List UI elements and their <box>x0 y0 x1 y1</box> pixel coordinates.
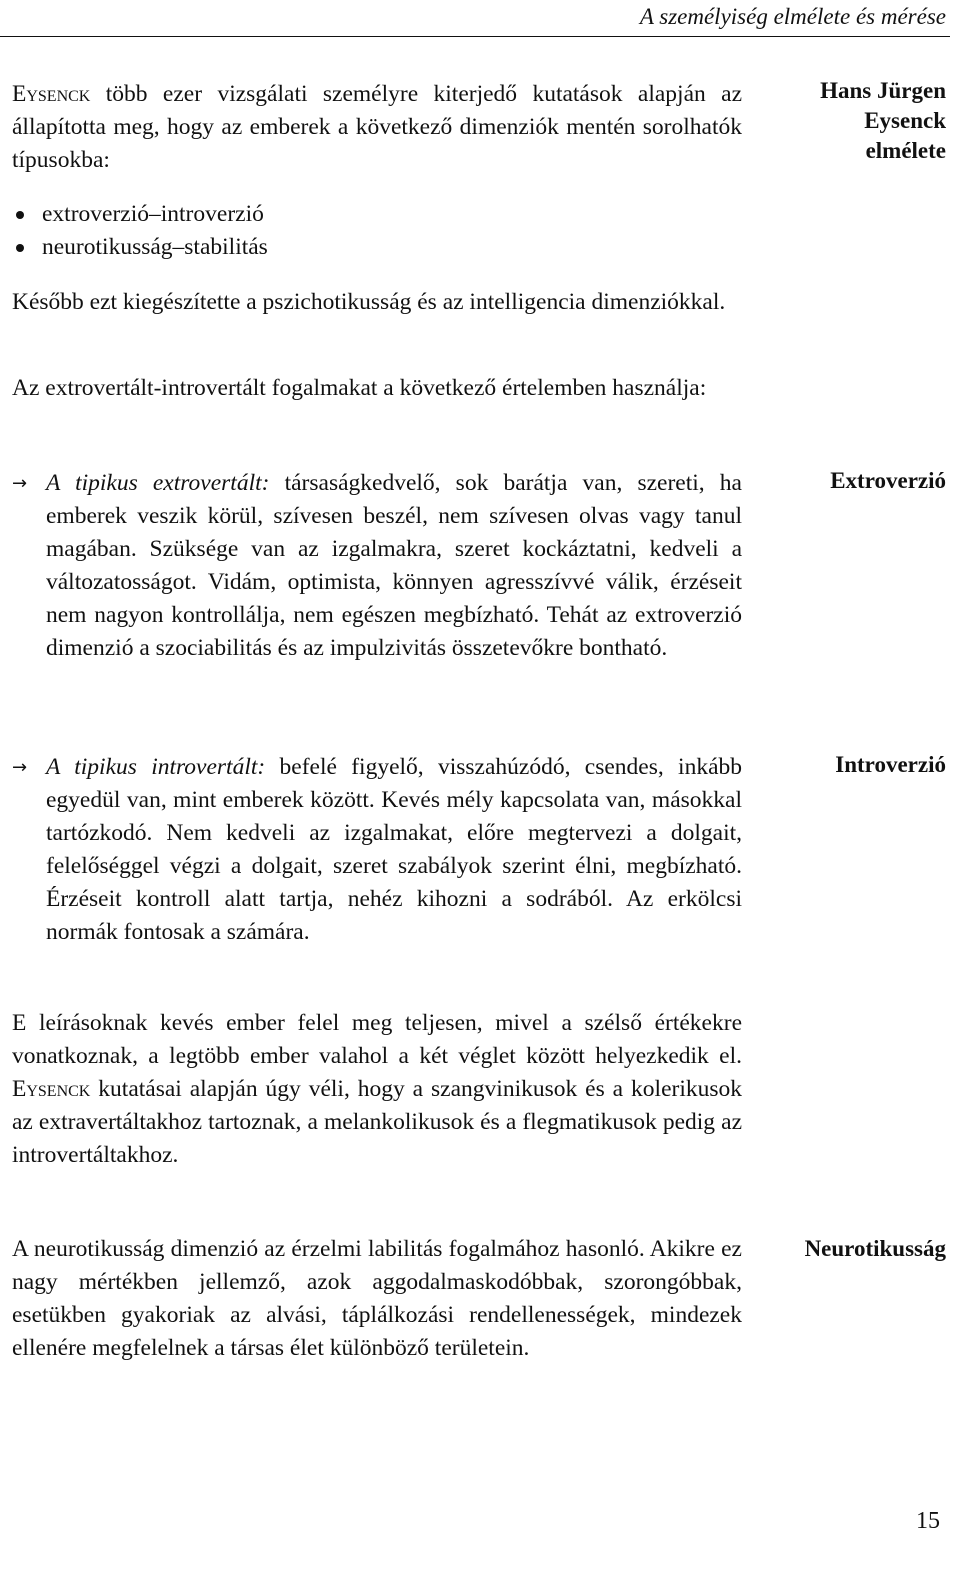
list-item <box>12 198 742 231</box>
descriptions-text-before: E leírásoknak kevés ember felel meg teljesen, mivel a szélső értékekre vonatkoznak, a legtöbb ember valahol a két véglet között helyezkedik el. <box>12 1010 742 1069</box>
margin-note-line: Hans Jürgen <box>820 78 946 103</box>
dimension-list <box>12 198 742 264</box>
margin-note-introverzio: Introverzió <box>835 752 946 777</box>
author-name: Eysenck <box>12 81 91 107</box>
margin-note-line: elmélete <box>865 138 946 163</box>
introvert-text: befelé figyelő, visszahúzódó, csendes, inkább egyedül van, mint emberek között. Kevés mély kapcsolata van, másokkal tartózkodó. Nem kedveli az izgalmakat, előre megtervezi a dolgait, felelőséggel végzi a dolgait, szeret szabályok szerint élni, megbízható. Érzéseit kontroll alatt tartja, nehéz kihozni a sodrából. Az erkölcsi normák fontosak a számára. <box>46 754 742 945</box>
list-item-label: extroverzió–introverzió <box>42 201 264 227</box>
descriptions-paragraph <box>12 1007 742 1172</box>
arrow-right-icon: → <box>12 757 28 778</box>
page-header <box>0 0 950 37</box>
margin-note-line: Eysenck <box>864 108 946 133</box>
neuroticism-paragraph <box>12 1233 742 1365</box>
page-number: 15 <box>916 1508 940 1534</box>
author-name: Eysenck <box>12 1076 91 1102</box>
later-text: Később ezt kiegészítette a pszichotikusság és az intelligencia dimenziókkal. <box>12 289 726 315</box>
usage-text: Az extrovertált-introvertált fogalmakat a következő értelemben használja: <box>12 375 707 401</box>
extrovert-description <box>12 467 742 665</box>
running-title: A személyiség elmélete és mérése <box>639 4 946 29</box>
usage-paragraph <box>12 372 742 405</box>
extrovert-term: A tipikus extrovertált: <box>46 470 270 496</box>
arrow-right-icon: → <box>12 473 28 494</box>
margin-note-eysenck <box>756 76 946 166</box>
list-item-label: neurotikusság–stabilitás <box>42 234 268 260</box>
introvert-term: A tipikus introvertált: <box>46 754 266 780</box>
margin-note-neurotikussag: Neurotikusság <box>804 1236 946 1261</box>
extrovert-text: társaságkedvelő, sok barátja van, szereti, ha emberek veszik körül, szívesen beszél, nem szívesen olvas vagy tanul magában. Szüksége van az izgalmakra, szeret kockáztatni, kedveli a változatosságot. Vidám, optimista, könnyen agresszívvé válik, érzéseit nem nagyon kontrollálja, nem egészen megbízható. Tehát az extroverzió dimenzió a szociabilitás és az impulzivitás összetevőkre bontható. <box>46 470 742 661</box>
later-paragraph <box>12 286 742 319</box>
introvert-description <box>12 751 742 949</box>
bullet-icon <box>16 244 24 252</box>
neuroticism-text: A neurotikusság dimenzió az érzelmi labilitás fogalmához hasonló. Akikre ez nagy mértékben jellemző, azok aggodalmaskodóbbak, szorongóbbak, esetükben gyakoriak az alvási, táplálkozási rendellenességek, mindezek ellenére megfelelnek a társas élet különböző területein. <box>12 1236 742 1361</box>
bullet-icon <box>16 211 24 219</box>
intro-paragraph <box>12 78 742 177</box>
descriptions-text-after: kutatásai alapján úgy véli, hogy a szangvinikusok és a kolerikusok az extravertáltakhoz tartoznak, a melankolikusok és a flegmatikusok pedig az introvertáltakhoz. <box>12 1076 742 1168</box>
list-item <box>12 231 742 264</box>
intro-text: több ezer vizsgálati személyre kiterjedő kutatások alapján az állapította meg, hogy az emberek a következő dimenziók mentén sorolhatók típusokba: <box>12 81 742 173</box>
margin-note-extroverzio: Extroverzió <box>830 468 946 493</box>
